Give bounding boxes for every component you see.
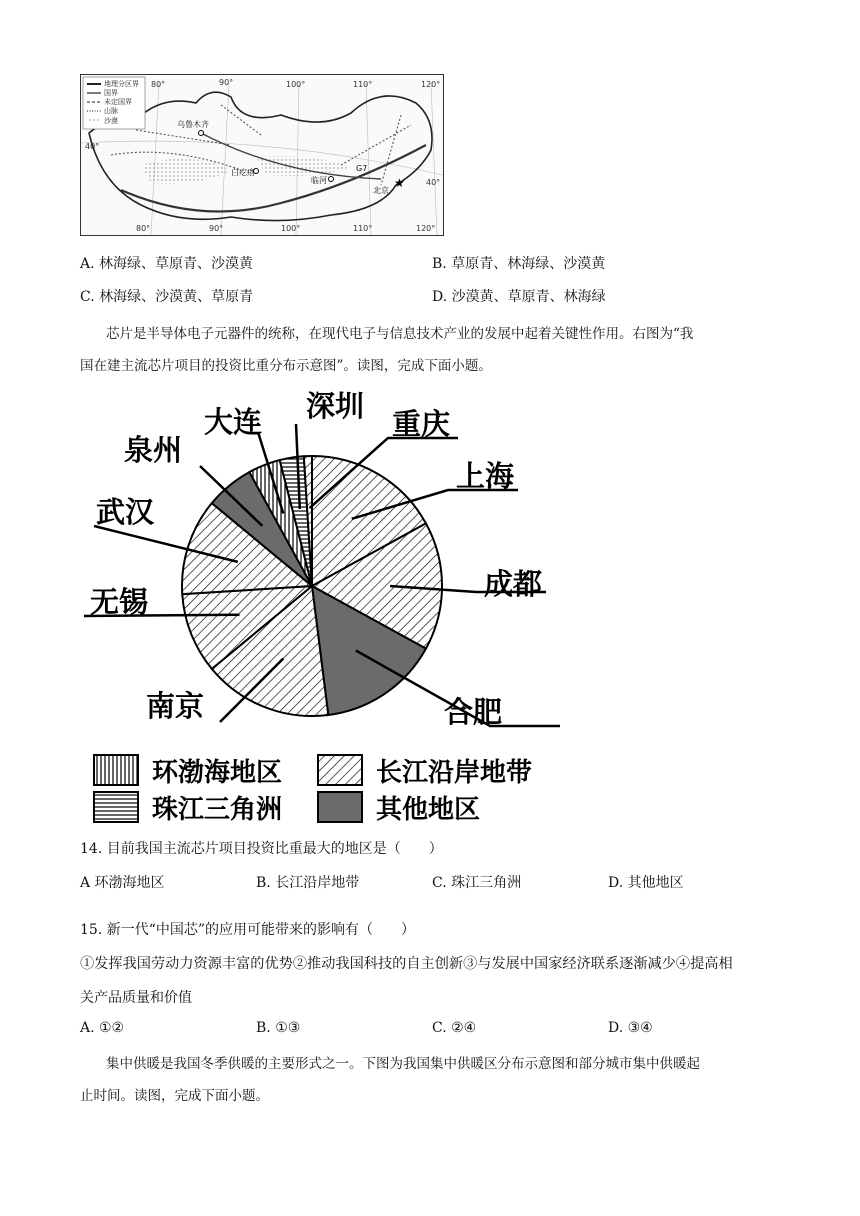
legend-label-zhujiang: 珠江三角洲 (152, 795, 283, 825)
city-label-0: 乌鲁木齐 (177, 120, 209, 129)
legend-label-other: 其他地区 (376, 795, 481, 825)
q15-option-a: A. ①② (80, 1020, 125, 1036)
map-svg (81, 75, 443, 235)
pie-chart-figure (80, 386, 560, 834)
q15-body-line1: ①发挥我国劳动力资源丰富的优势②推动我国科技的自主创新③与发展中国家经济联系逐渐减少④提高相 (80, 956, 733, 972)
q13-option-b: B. 草原青、林海绿、沙漠黄 (432, 256, 606, 272)
q14-stem: 14. 目前我国主流芯片项目投资比重最大的地区是（ ） (80, 841, 443, 857)
chip-intro-line1: 芯片是半导体电子元器件的统称，在现代电子与信息技术产业的发展中起着关键性作用。右图为“我 (106, 326, 694, 342)
city-marker (199, 131, 204, 136)
q14-option-a: A 环渤海地区 (80, 875, 165, 891)
map-legend-1: 国界 (104, 89, 118, 97)
q14-option-b: B. 长江沿岸地带 (256, 875, 360, 891)
pie-label-0: 上海 (456, 459, 515, 493)
q15-option-b: B. ①③ (256, 1020, 301, 1036)
lon-bottom-4: 120° (416, 224, 436, 233)
q15-option-c: C. ②④ (432, 1020, 477, 1036)
chip-intro-line2: 国在建主流芯片项目的投资比重分布示意图”。读图，完成下面小题。 (80, 358, 492, 374)
q13-option-d: D. 沙漠黄、草原青、林海绿 (432, 289, 606, 305)
star-icon: ★ (394, 176, 405, 190)
pie-label-4: 无锡 (90, 585, 149, 619)
pie-label-7: 大连 (204, 405, 263, 439)
lat-left-0: 40° (85, 142, 100, 151)
pie-label-3: 南京 (146, 689, 205, 723)
lon-top-1: 90° (219, 78, 234, 87)
map-legend-3: 山脉 (104, 107, 118, 115)
q15-stem: 15. 新一代“中国芯”的应用可能带来的影响有（ ） (80, 922, 416, 938)
q15-option-d: D. ③④ (608, 1020, 653, 1036)
city-label-1: 白疙瘩 (231, 168, 255, 177)
desert-area (141, 159, 231, 184)
city-label-2: 临河 (311, 176, 327, 185)
q13-option-c: C. 林海绿、沙漠黄、草原青 (80, 289, 254, 305)
map-figure (80, 74, 444, 236)
lat-right-0: 40° (426, 178, 441, 187)
lon-bottom-0: 80° (136, 224, 151, 233)
lon-top-3: 110° (353, 80, 373, 89)
q14-option-c: C. 珠江三角洲 (432, 875, 522, 891)
legend-label-changjiang: 长江沿岸地带 (376, 758, 533, 788)
map-legend-4: 沙漠 (104, 117, 118, 125)
route-label: G7 (356, 164, 368, 173)
legend-swatch-other (318, 792, 362, 822)
legend-swatch-changjiang (318, 755, 362, 785)
map-legend-0: 地理分区界 (104, 80, 139, 88)
legend-label-bohai: 环渤海地区 (152, 758, 283, 788)
pie-label-2: 合肥 (444, 695, 503, 729)
pie-chart-svg (80, 386, 560, 834)
lon-top-0: 80° (151, 80, 166, 89)
heat-intro-line1: 集中供暖是我国冬季供暖的主要形式之一。下图为我国集中供暖区分布示意图和部分城市集中供暖起 (106, 1056, 700, 1072)
pie-label-5: 武汉 (96, 495, 155, 529)
heat-intro-line2: 止时间。读图，完成下面小题。 (80, 1088, 269, 1104)
map-legend-2: 未定国界 (104, 98, 132, 106)
pie-label-9: 重庆 (392, 407, 451, 441)
q13-option-a: A. 林海绿、草原青、沙漠黄 (80, 256, 254, 272)
legend-swatch-zhujiang (94, 792, 138, 822)
lon-top-2: 100° (286, 80, 306, 89)
lon-bottom-3: 110° (353, 224, 373, 233)
city-label-3: 北京 (373, 186, 389, 195)
q14-option-d: D. 其他地区 (608, 875, 684, 891)
q15-body-line2: 关产品质量和价值 (80, 990, 192, 1006)
pie-label-6: 泉州 (124, 433, 183, 467)
legend-swatch-bohai (94, 755, 138, 785)
lon-bottom-1: 90° (209, 224, 224, 233)
pie-label-8: 深圳 (306, 389, 365, 423)
pie-label-1: 成都 (484, 567, 543, 601)
lon-top-4: 120° (421, 80, 441, 89)
lon-bottom-2: 100° (281, 224, 301, 233)
city-marker-3 (329, 177, 334, 182)
desert-area-2 (256, 156, 351, 176)
